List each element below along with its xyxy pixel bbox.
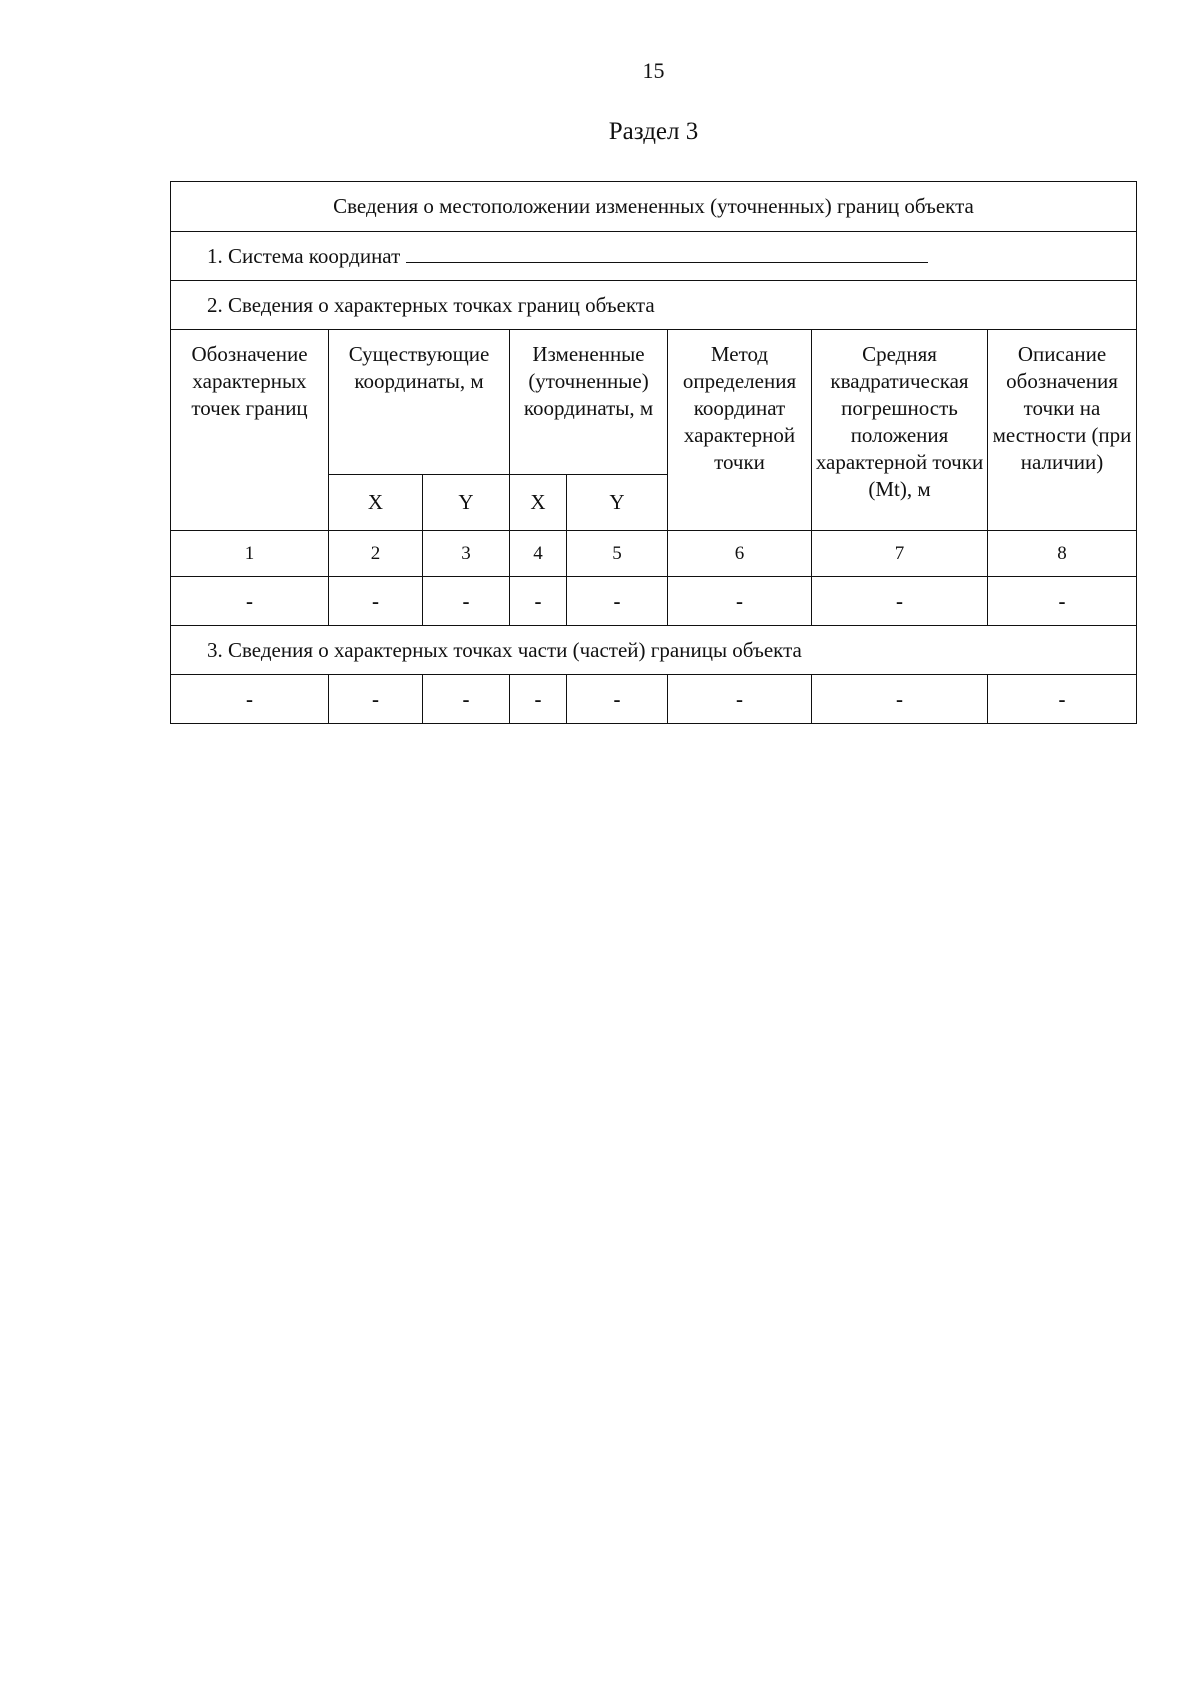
header-description: Описание обозначения точки на местности (при наличии) bbox=[988, 330, 1137, 531]
column-number: 3 bbox=[423, 531, 510, 577]
header-row bbox=[171, 330, 1137, 475]
table-cell: - bbox=[423, 577, 510, 626]
table-cell: - bbox=[988, 577, 1137, 626]
table-cell: - bbox=[812, 675, 988, 724]
header-existing-y: Y bbox=[423, 475, 510, 531]
table-row bbox=[171, 675, 1137, 724]
table-title: Сведения о местоположении измененных (уточненных) границ объекта bbox=[171, 182, 1137, 232]
points-section-row bbox=[171, 281, 1137, 330]
table-cell: - bbox=[510, 675, 567, 724]
section-title: Раздел 3 bbox=[608, 118, 699, 145]
table-cell: - bbox=[329, 675, 423, 724]
parts-section-label: 3. Сведения о характерных точках части (частей) границы объекта bbox=[171, 626, 1137, 675]
column-number: 1 bbox=[171, 531, 329, 577]
coord-system-label: 1. Система координат bbox=[207, 244, 401, 268]
table-cell: - bbox=[668, 675, 812, 724]
header-designation: Обозначение характерных точек границ bbox=[171, 330, 329, 531]
table-cell: - bbox=[567, 577, 668, 626]
table-cell: - bbox=[510, 577, 567, 626]
header-rmse: Средняя квадратическая погрешность положения характерной точки (Mt), м bbox=[812, 330, 988, 531]
header-existing-x: X bbox=[329, 475, 423, 531]
coord-system-row bbox=[171, 232, 1137, 281]
header-changed-coords: Измененные (уточненные) координаты, м bbox=[510, 330, 668, 475]
header-method: Метод определения координат характерной точки bbox=[668, 330, 812, 531]
coord-system-blank bbox=[406, 242, 928, 263]
page-number: 15 bbox=[642, 58, 665, 83]
table-cell: - bbox=[988, 675, 1137, 724]
column-number: 6 bbox=[668, 531, 812, 577]
header-changed-y: Y bbox=[567, 475, 668, 531]
boundary-table bbox=[170, 181, 1137, 724]
column-number: 2 bbox=[329, 531, 423, 577]
column-numbers-row bbox=[171, 531, 1137, 577]
table-row bbox=[171, 577, 1137, 626]
header-existing-coords: Существующие координаты, м bbox=[329, 330, 510, 475]
table-cell: - bbox=[171, 577, 329, 626]
table-title-row bbox=[171, 182, 1137, 232]
table-cell: - bbox=[812, 577, 988, 626]
column-number: 5 bbox=[567, 531, 668, 577]
table-cell: - bbox=[567, 675, 668, 724]
column-number: 7 bbox=[812, 531, 988, 577]
table-cell: - bbox=[171, 675, 329, 724]
table-cell: - bbox=[668, 577, 812, 626]
points-section-label: 2. Сведения о характерных точках границ объекта bbox=[171, 281, 1137, 330]
header-changed-x: X bbox=[510, 475, 567, 531]
table-cell: - bbox=[329, 577, 423, 626]
column-number: 4 bbox=[510, 531, 567, 577]
table-cell: - bbox=[423, 675, 510, 724]
parts-section-row bbox=[171, 626, 1137, 675]
column-number: 8 bbox=[988, 531, 1137, 577]
